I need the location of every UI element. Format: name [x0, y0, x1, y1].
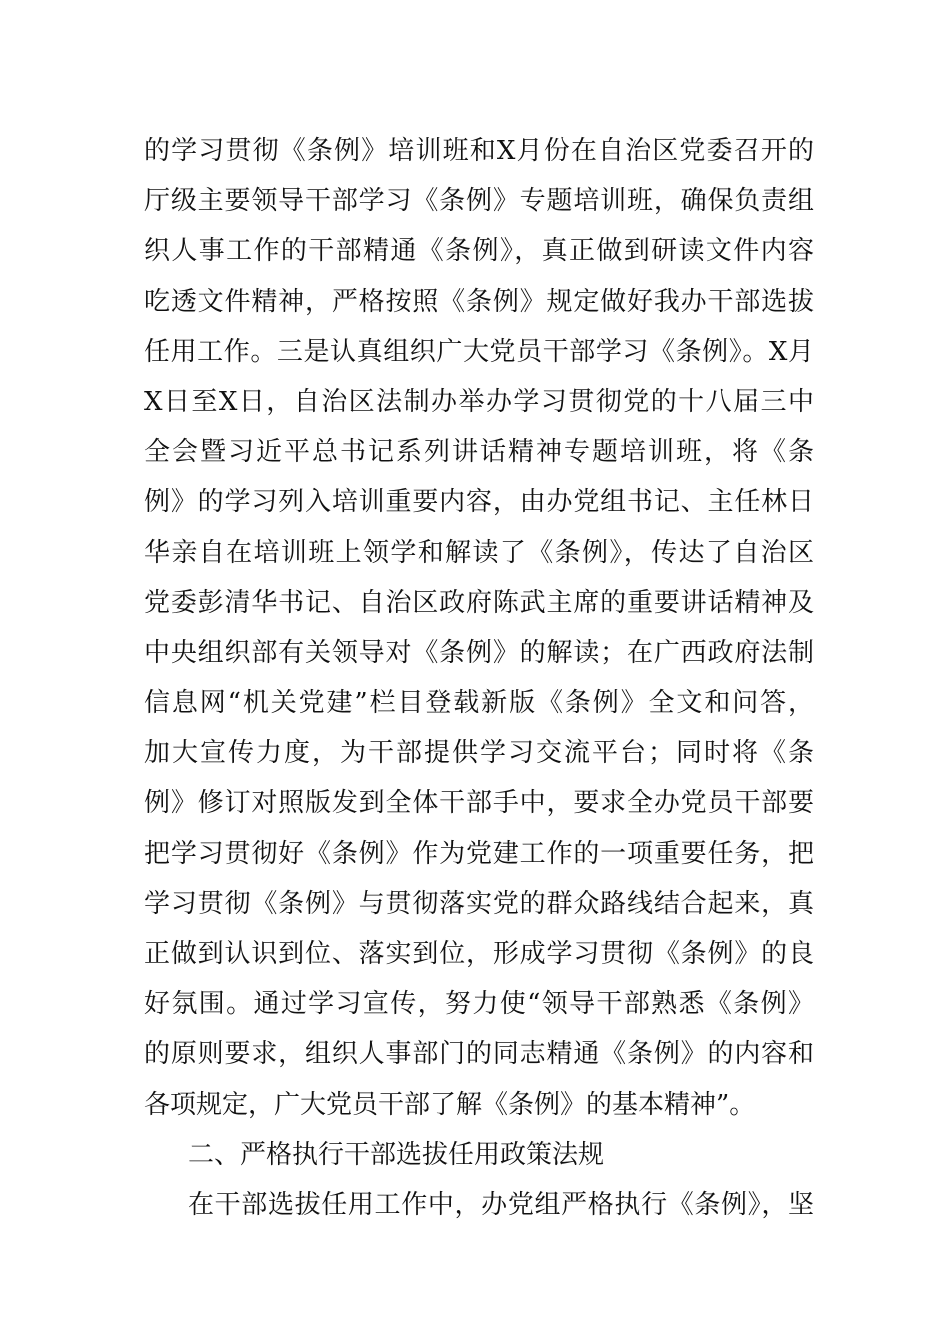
text-line: 加大宣传力度，为干部提供学习交流平台；同时将《条: [144, 738, 814, 769]
text-line: 的原则要求，组织人事部门的同志精通《条例》的内容和: [144, 1039, 814, 1070]
text-line: X日至X日，自治区法制办举办学习贯彻党的十八届三中: [144, 386, 814, 417]
text-line: 织人事工作的干部精通《条例》，真正做到研读文件内容: [144, 236, 814, 267]
text-line: 吃透文件精神，严格按照《条例》规定做好我办干部选拔: [144, 286, 814, 317]
text-line: 正做到认识到位、落实到位，形成学习贯彻《条例》的良: [144, 939, 814, 969]
text-line: 例》修订对照版发到全体干部手中，要求全办党员干部要: [144, 788, 814, 819]
text-line: 例》的学习列入培训重要内容，由办党组书记、主任林日: [144, 487, 814, 518]
paragraph-start-line: 在干部选拔任用工作中，办党组严格执行《条例》，坚: [188, 1189, 814, 1220]
text-line: 任用工作。三是认真组织广大党员干部学习《条例》。X月: [144, 336, 814, 367]
text-line: 党委彭清华书记、自治区政府陈武主席的重要讲话精神及: [144, 587, 814, 618]
body-text: [144, 126, 814, 1230]
paragraph-end-line: 各项规定，广大党员干部了解《条例》的基本精神”。: [144, 1089, 756, 1120]
text-line: 好氛围。通过学习宣传，努力使“领导干部熟悉《条例》: [144, 989, 814, 1020]
text-line: 华亲自在培训班上领学和解读了《条例》，传达了自治区: [144, 537, 814, 568]
text-line: 信息网“机关党建”栏目登载新版《条例》全文和问答，: [144, 688, 814, 719]
text-line: 中央组织部有关领导对《条例》的解读；在广西政府法制: [144, 637, 814, 668]
text-line: 把学习贯彻好《条例》作为党建工作的一项重要任务，把: [144, 838, 814, 869]
text-line: 学习贯彻《条例》与贯彻落实党的群众路线结合起来，真: [144, 888, 814, 919]
text-line: 的学习贯彻《条例》培训班和X月份在自治区党委召开的: [144, 136, 814, 166]
section-heading: 二、严格执行干部选拔任用政策法规: [188, 1139, 605, 1170]
text-line: 全会暨习近平总书记系列讲话精神专题培训班，将《条: [144, 437, 814, 468]
text-line: 厅级主要领导干部学习《条例》专题培训班，确保负责组: [144, 186, 814, 217]
